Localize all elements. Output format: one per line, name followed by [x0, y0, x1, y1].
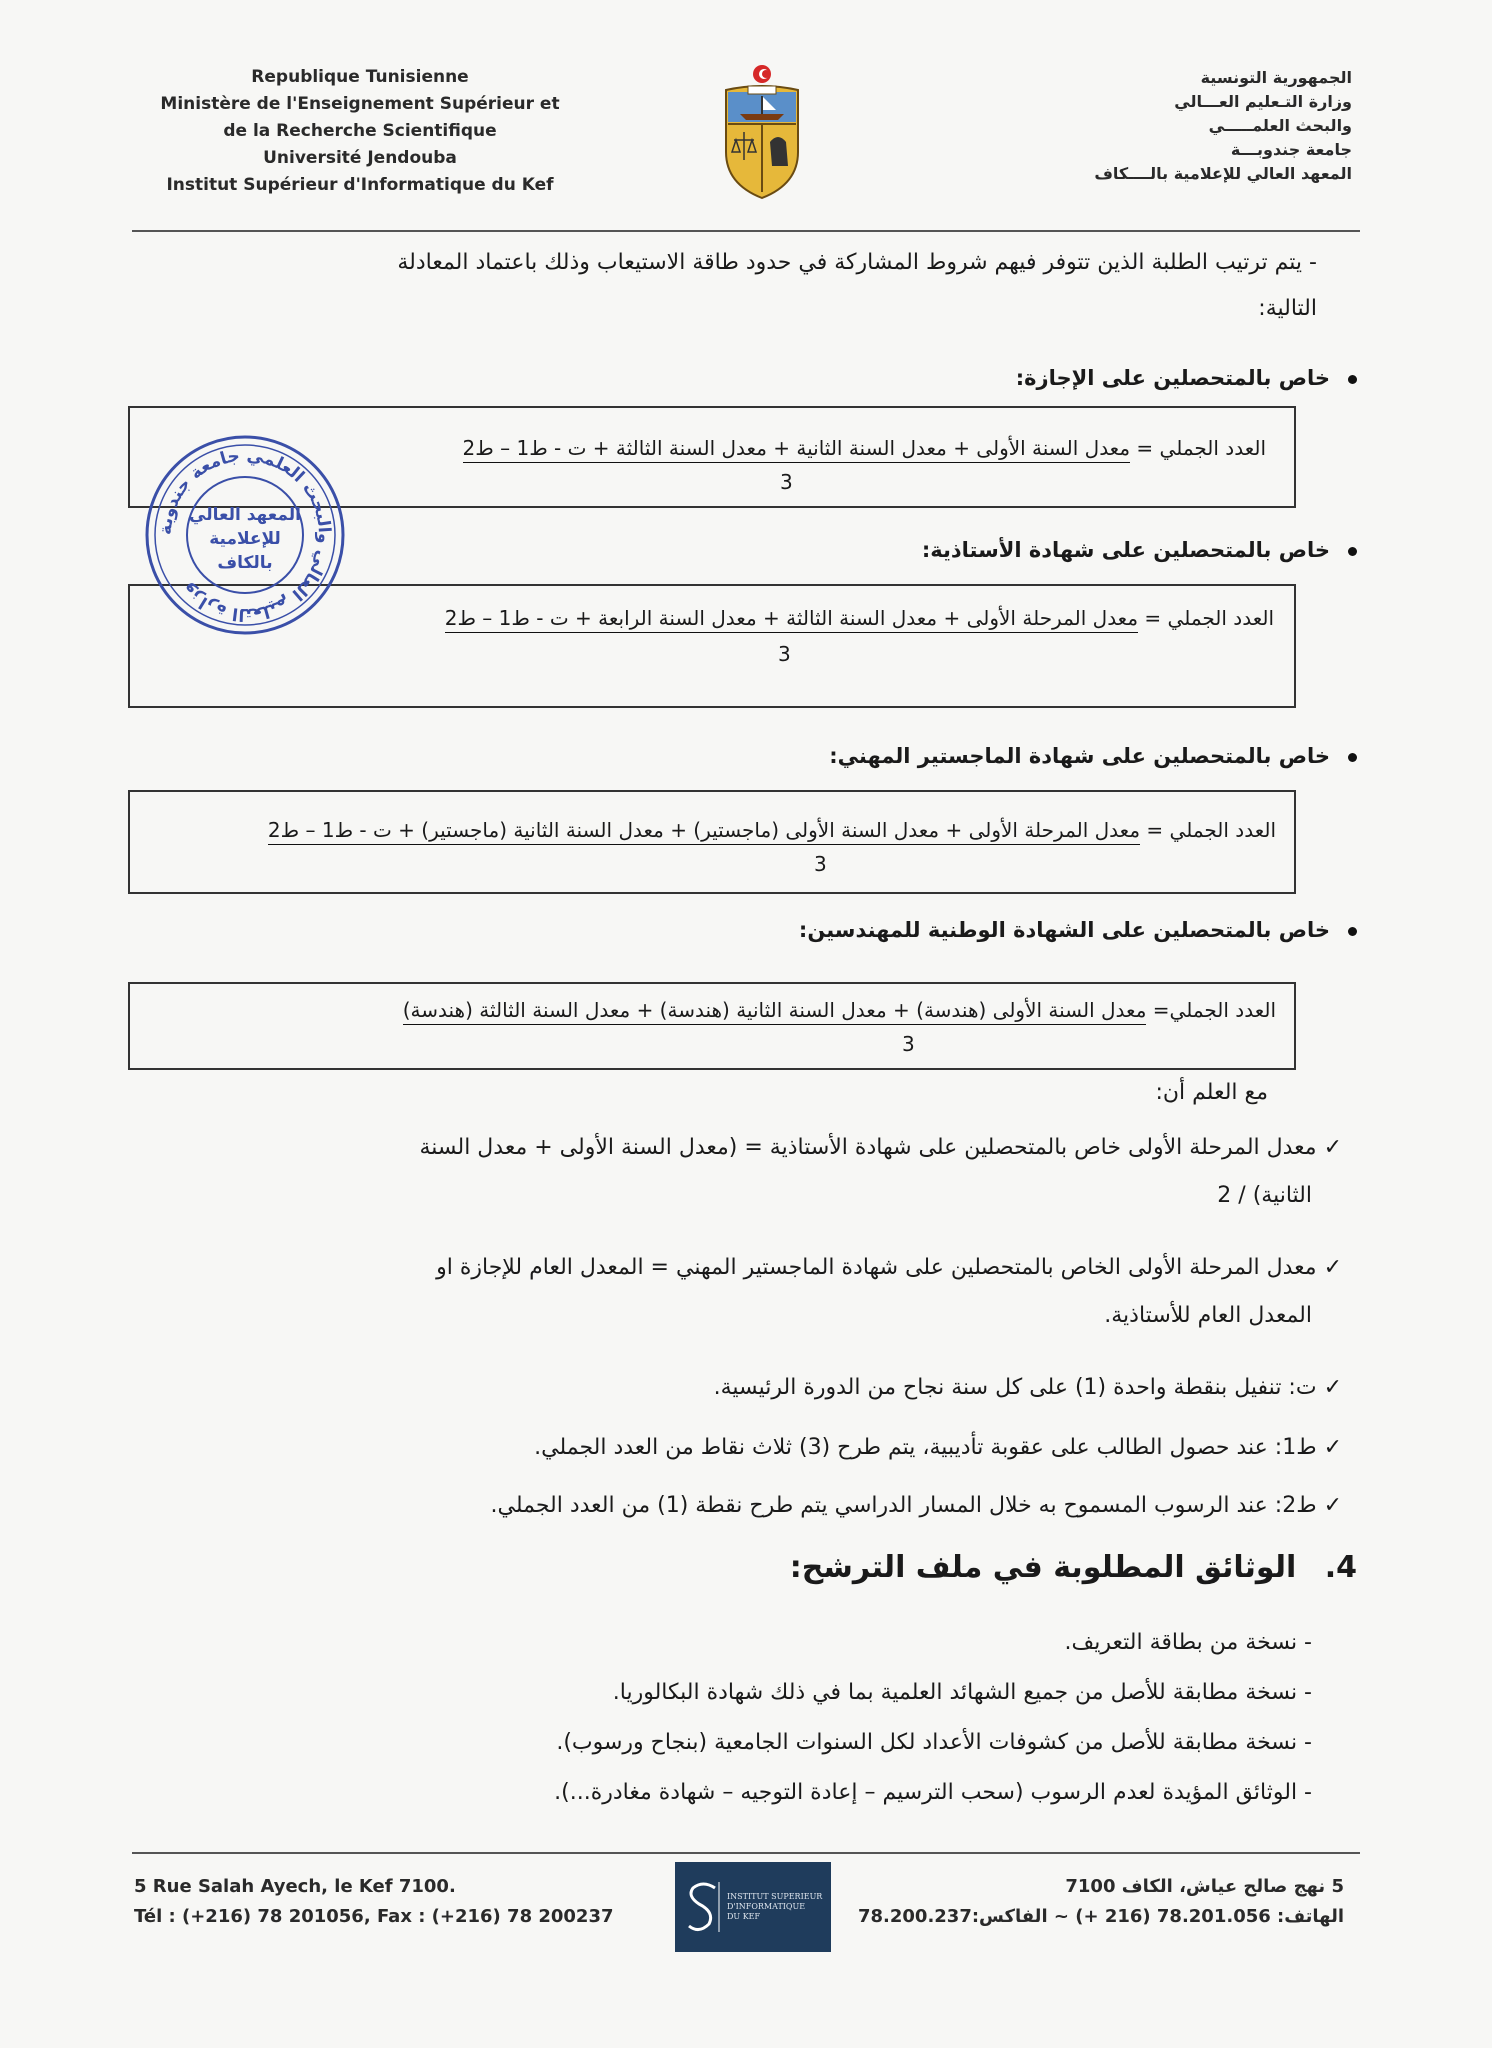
header-ar-line: جامعة جندوبـــة [1230, 140, 1352, 159]
footer-address: 5 Rue Salah Ayech, le Kef 7100. [134, 1876, 456, 1897]
header-french [150, 64, 570, 199]
note-text: ط1: عند حصول الطالب على عقوبة تأديبية، يتم طرح (3) ثلاث نقاط من العدد الجملي. [534, 1435, 1317, 1460]
formula-denominator: 3 [780, 470, 793, 494]
isik-logo [675, 1862, 831, 1952]
formula-lhs: العدد الجملي = [1146, 818, 1276, 842]
formula-lhs: العدد الجملي = [1136, 436, 1266, 460]
note-text: معدل المرحلة الأولى الخاص بالمتحصلين على شهادة الماجستير المهني = المعدل العام للإجازة او [436, 1255, 1317, 1280]
section-number: 4. [1324, 1550, 1357, 1585]
formula-heading [922, 538, 1357, 562]
check-icon: ✓ [1323, 1435, 1342, 1460]
formula-heading [829, 744, 1357, 768]
logo-text-line: INSTITUT SUPERIEUR [727, 1892, 823, 1901]
footer-phone: Tél : (+216) 78 201056, Fax : (+216) 78 200237 [134, 1906, 614, 1927]
note-text: ط2: عند الرسوب المسموح به خلال المسار الدراسي يتم طرح نقطة (1) من العدد الجملي. [490, 1493, 1317, 1518]
list-item: - نسخة مطابقة للأصل من كشوفات الأعداد لكل السنوات الجامعية (بنجاح ورسوب). [556, 1730, 1312, 1755]
formula-denominator: 3 [814, 852, 827, 876]
formula-heading [1016, 366, 1357, 390]
formula [268, 818, 1276, 842]
intro-line: - يتم ترتيب الطلبة الذين تتوفر فيهم شروط المشاركة في حدود طاقة الاستيعاب وذلك باعتماد المعادلة [397, 250, 1317, 275]
header-fr-line: Republique Tunisienne [251, 67, 469, 87]
tunisia-coat-of-arms-icon [718, 62, 806, 202]
section-heading [790, 1550, 1357, 1585]
check-icon: ✓ [1323, 1135, 1342, 1160]
logo-text-line: D'INFORMATIQUE [727, 1902, 806, 1911]
list-item: - نسخة من بطاقة التعريف. [1064, 1630, 1312, 1655]
header-arabic [1052, 66, 1352, 186]
header-ar-line: الجمهورية التونسية [1200, 68, 1352, 87]
formula-lhs: العدد الجملي= [1152, 998, 1276, 1022]
institution-stamp [140, 430, 350, 640]
intro-line: التالية: [1258, 296, 1317, 321]
stamp-inner-line: بالكاف [217, 553, 273, 573]
note-text-cont: الثانية) / 2 [1217, 1183, 1312, 1208]
stamp-inner-line: للإعلامية [209, 529, 281, 549]
note-item [142, 1248, 1342, 1336]
formula-numerator: معدل المرحلة الأولى + معدل السنة الثالثة + معدل السنة الرابعة + ت - ط1 – ط2 [445, 606, 1138, 633]
bullet-icon [1348, 927, 1357, 936]
stamp-outer-text: وزارة التعليم العالي والبحث العلمي جامعة جندوبة [155, 445, 335, 625]
footer-french [134, 1872, 614, 1932]
bullet-icon [1348, 547, 1357, 556]
formula-box [128, 982, 1296, 1070]
list-item: - نسخة مطابقة للأصل من جميع الشهائد العلمية بما في ذلك شهادة البكالوريا. [612, 1680, 1312, 1705]
formula [463, 436, 1267, 460]
note-item [142, 1428, 1342, 1468]
footer-address: 5 نهج صالح عياش، الكاف 7100 [1065, 1876, 1344, 1897]
note-item [142, 1368, 1342, 1408]
formula-denominator: 3 [778, 642, 791, 666]
header-fr-line: Institut Supérieur d'Informatique du Kef [166, 175, 554, 195]
footer-arabic [858, 1872, 1344, 1932]
logo-text-line: DU KEF [727, 1912, 761, 1921]
header-fr-line: Université Jendouba [263, 148, 457, 168]
note-item [142, 1486, 1342, 1526]
logo-s-icon [685, 1880, 721, 1934]
header-ar-line: والبحث العلمـــــي [1208, 116, 1352, 135]
header-ar-line: وزارة التـعليم العـــالي [1174, 92, 1352, 111]
formula-numerator: معدل المرحلة الأولى + معدل السنة الأولى (ماجستير) + معدل السنة الثانية (ماجستير) + ت - ط1 – ط2 [268, 818, 1140, 845]
note-item [142, 1128, 1342, 1216]
note-text-cont: المعدل العام للأستاذية. [1104, 1303, 1312, 1328]
list-item: - الوثائق المؤيدة لعدم الرسوب (سحب الترسيم – إعادة التوجيه – شهادة مغادرة...). [554, 1780, 1312, 1805]
footer-phone: الهاتف: 78.201.056 (216 +) ~ الفاكس:78.200.237 [857, 1906, 1344, 1927]
logo-text [727, 1892, 822, 1922]
formula-heading [799, 918, 1357, 942]
formula-heading-text: خاص بالمتحصلين على الشهادة الوطنية للمهندسين: [798, 918, 1330, 942]
header-fr-line: de la Recherche Scientifique [223, 121, 497, 141]
check-icon: ✓ [1323, 1255, 1342, 1280]
formula-numerator: معدل السنة الأولى + معدل السنة الثانية + معدل السنة الثالثة + ت - ط1 – ط2 [463, 436, 1131, 463]
check-icon: ✓ [1323, 1375, 1342, 1400]
check-icon: ✓ [1323, 1493, 1342, 1518]
note-text: معدل المرحلة الأولى خاص بالمتحصلين على شهادة الأستاذية = (معدل السنة الأولى + معدل السنة [419, 1135, 1317, 1160]
formula-heading-text: خاص بالمتحصلين على شهادة الماجستير المهني: [829, 744, 1330, 768]
formula [403, 998, 1276, 1022]
documents-list [162, 1618, 1312, 1818]
section-title: الوثائق المطلوبة في ملف الترشح: [789, 1550, 1297, 1585]
stamp-inner-line: المعهد العالي [189, 505, 301, 525]
formula-denominator: 3 [902, 1032, 915, 1056]
formula-heading-text: خاص بالمتحصلين على الإجازة: [1015, 366, 1330, 390]
footer-divider [132, 1852, 1360, 1854]
header-ar-line: المعهد العالي للإعلامية بالــــكاف [1094, 164, 1352, 183]
note-text: ت: تنفيل بنقطة واحدة (1) على كل سنة نجاح من الدورة الرئيسية. [713, 1375, 1317, 1400]
header-divider [132, 230, 1360, 232]
notes-intro: مع العلم أن: [1155, 1080, 1268, 1105]
formula-heading-text: خاص بالمتحصلين على شهادة الأستاذية: [921, 538, 1330, 562]
bullet-icon [1348, 753, 1357, 762]
intro-paragraph [137, 244, 1317, 328]
formula-lhs: العدد الجملي = [1144, 606, 1274, 630]
bullet-icon [1348, 375, 1357, 384]
formula-numerator: معدل السنة الأولى (هندسة) + معدل السنة الثانية (هندسة) + معدل السنة الثالثة (هندسة) [403, 998, 1147, 1025]
formula [445, 606, 1274, 630]
header-fr-line: Ministère de l'Enseignement Supérieur et [160, 94, 560, 114]
formula-box [128, 790, 1296, 894]
